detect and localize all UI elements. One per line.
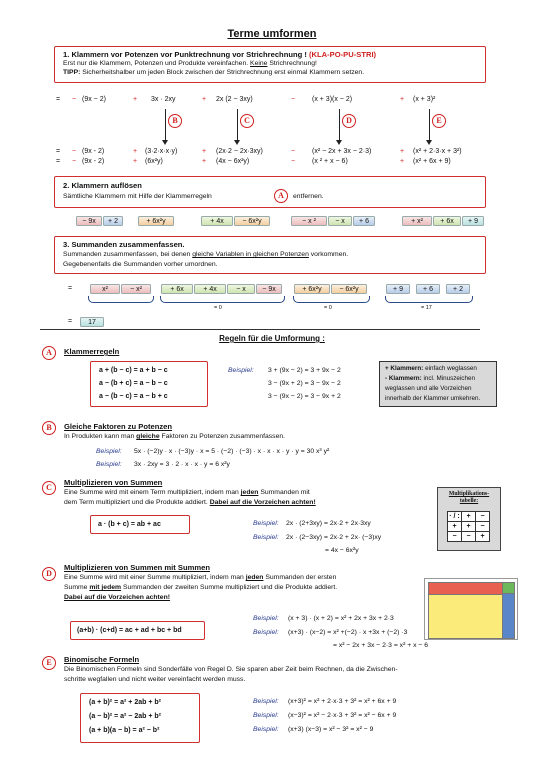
step1-line1: Erst nur die Klammern, Potenzen und Produkte vereinfachen. Keine Strichrechnung! — [63, 60, 317, 67]
equals-sign: = — [68, 318, 73, 325]
arrow-down — [429, 109, 430, 141]
step3-heading: 3. Summanden zusammenfassen. — [63, 240, 185, 249]
table-cell: + — [462, 512, 476, 522]
rule-d-title: Multiplizieren von Summen mit Summen — [64, 563, 210, 572]
example: (x+3) (x−3) = x² − 3² = x² − 9 — [288, 726, 374, 733]
term-tile: + 9 — [386, 284, 410, 294]
term-tile: − x² — [121, 284, 151, 294]
equals-sign: = — [68, 285, 73, 292]
table-cell: + — [448, 522, 462, 532]
rule-d-text: Summe mit jedem Summanden der zweiten Summe multipliziert und die Produkte addiert. — [64, 584, 338, 591]
result-tile: 17 — [80, 317, 104, 327]
term-tile: x² — [90, 284, 120, 294]
term-tile: + 2 — [446, 284, 470, 294]
rule-b-title: Gleiche Faktoren zu Potenzen — [64, 422, 173, 431]
term-tile: + 6x²y — [138, 216, 174, 226]
rule-e-title: Binomische Formeln — [64, 655, 140, 664]
table-cell: · / : — [449, 513, 460, 520]
rule-d-formula-box — [70, 621, 205, 640]
example: (x + 3) · (x + 2) = x² + 2x + 3x + 2·3 — [288, 615, 394, 622]
step2-text: Sämtliche Klammern mit Hilfe der Klammerregeln — [63, 193, 212, 200]
term-tile: − 6x²y — [331, 284, 367, 294]
example-label: Beispiel: — [96, 461, 122, 468]
formula: a · (b + c) = ab + ac — [98, 521, 161, 528]
term-tile: − 9x — [76, 216, 102, 226]
multiplication-table-card — [437, 487, 501, 551]
step1-heading: 1. Klammern vor Potenzen vor Punktrechnung vor Strichrechnung ! (KLA-PO-PU-STRI) — [63, 50, 377, 59]
rule-c-title: Multiplizieren von Summen — [64, 478, 163, 487]
example-label: Beispiel: — [253, 534, 279, 541]
table-cell: + — [476, 532, 490, 542]
term-tile: − x ² — [291, 216, 327, 226]
term-tile: + 6x — [161, 284, 193, 294]
example: 2x · (2+3xy) = 2x·2 + 2x·3xy — [286, 520, 371, 527]
arrow-down — [339, 109, 340, 141]
rule-e-circle: E — [42, 656, 56, 670]
example: 5x · (−2)y · x · (−3)y · x = 5 · (−2) · (−3) · x · x · x · y · y = 30 x³ y² — [134, 448, 330, 455]
term-tile: + x² — [402, 216, 432, 226]
example: 3 − (9x − 2) = 3 − 9x + 2 — [268, 393, 341, 400]
example: (x+3)² = x² + 2·x·3 + 3² = x² + 6x + 9 — [288, 698, 397, 705]
formula: (a+b) · (c+d) = ac + ad + bc + bd — [77, 627, 182, 634]
rule-c-formula-box — [90, 515, 190, 534]
rule-b-text: In Produkten kann man gleiche Faktoren zu Potenzen zusammenfassen. — [64, 433, 286, 440]
area-model-illustration — [424, 578, 518, 640]
table-cell: − — [476, 512, 490, 522]
example-label: Beispiel: — [253, 629, 279, 636]
example-label: Beispiel: — [253, 615, 279, 622]
example: (x−3)² = x² − 2·x·3 + 3² = x² − 6x + 9 — [288, 712, 397, 719]
group-brace — [293, 296, 370, 303]
note-line: + Klammern: einfach weglassen — [385, 365, 477, 372]
term-tile: + 6 — [416, 284, 440, 294]
step3-line1: Summanden zusammenfassen, bei denen gleiche Variablen in gleichen Potenzen vorkommen. — [63, 251, 349, 258]
term-tile: + 9 — [462, 216, 484, 226]
example-label: Beispiel: — [253, 698, 279, 705]
table-title: Multiplikations-tabelle: — [448, 491, 490, 504]
term-tile: − 9x — [256, 284, 282, 294]
rule-c-text: dem Term multipliziert und die Produkte addiert. Dabei auf die Vorzeichen achten! — [64, 499, 316, 506]
rule-d-text: Dabei auf die Vorzeichen achten! — [64, 594, 171, 601]
rule-c-circle: C — [42, 481, 56, 495]
rule-a-marker: A — [274, 189, 288, 203]
rule-e-text: Die Binomischen Formeln sind Sonderfälle von Regel D. Sie sparen aber Zeit beim Rechnen, da die Zwischen- — [64, 666, 398, 673]
rule-d-text: Eine Summe wird mit einer Summe multipliziert, indem man jeden Summanden der ersten — [64, 574, 337, 581]
example-label: Beispiel: — [228, 367, 254, 374]
term-tile: + 6x — [433, 216, 461, 226]
page-title: Terme umformen — [227, 28, 317, 40]
note-line: - Klammern: incl. Minuszeichen — [385, 375, 475, 382]
arrow-down — [165, 109, 166, 141]
formula: a − (b + c) = a − b − c — [99, 380, 168, 387]
table-cell: − — [476, 522, 490, 532]
rule-c-text: Eine Summe wird mit einem Term multipliziert, indem man jeden Summanden mit — [64, 489, 310, 496]
arrow-down — [237, 109, 238, 141]
example-label: Beispiel: — [253, 726, 279, 733]
example: 3 − (9x + 2) = 3 − 9x − 2 — [268, 380, 341, 387]
example: 2x · (2−3xy) = 2x·2 + 2x· (−3)xy — [286, 534, 382, 541]
table-cell: − — [448, 532, 462, 542]
group-brace — [160, 296, 285, 303]
note-box — [379, 361, 497, 407]
step2-text-end: entfernen. — [293, 193, 324, 200]
divider — [40, 329, 480, 330]
example: 3x · 2xy = 3 · 2 · x · x · y = 6 x²y — [134, 461, 230, 468]
formula: a + (b − c) = a + b − c — [99, 367, 168, 374]
group-sum: = 0 — [324, 305, 332, 311]
rule-d-marker: D — [342, 114, 356, 128]
step2-box — [54, 176, 486, 208]
term-tile: − x — [227, 284, 255, 294]
area-cell — [428, 582, 504, 595]
term-tile: + 2 — [103, 216, 123, 226]
example-label: Beispiel: — [96, 448, 122, 455]
group-sum: = 0 — [214, 305, 222, 311]
step3-box — [54, 236, 486, 274]
area-cell — [502, 593, 515, 639]
rule-b-circle: B — [42, 421, 56, 435]
term-tile: + 6x²y — [294, 284, 330, 294]
group-sum: = 17 — [421, 305, 432, 311]
table-cell: + — [462, 522, 476, 532]
rule-c-marker: C — [240, 114, 254, 128]
rule-a-formula-box — [90, 361, 208, 407]
table-cell: − — [462, 532, 476, 542]
rule-e-formula-box — [80, 693, 200, 743]
group-brace — [385, 296, 473, 303]
rule-a-circle: A — [42, 346, 56, 360]
term-tile: + 6 — [353, 216, 375, 226]
rule-b-marker: B — [168, 114, 182, 128]
rules-title: Regeln für die Umformung : — [219, 334, 325, 343]
rule-e-text: schritte wegfallen und nicht weiter vereinfacht werden muss. — [64, 676, 246, 683]
example-label: Beispiel: — [253, 520, 279, 527]
example-label: Beispiel: — [253, 712, 279, 719]
example: = 4x − 6x²y — [325, 547, 359, 554]
sign-table — [447, 511, 490, 542]
example: 3 + (9x − 2) = 3 + 9x − 2 — [268, 367, 341, 374]
example: (x+3) · (x−2) = x² +(−2) · x +3x + (−2) ·3 — [288, 629, 408, 636]
step1-line2: TIPP: Sicherheitshalber um jeden Block zwischen der Strichrechnung erst einmal Klammern setzen. — [63, 69, 365, 76]
formula: (a − b)² = a² − 2ab + b² — [89, 713, 161, 720]
term-tile: + 4x — [201, 216, 233, 226]
step1-box — [54, 46, 486, 83]
term-tile: − 6x²y — [234, 216, 270, 226]
formula: (a + b)² = a² + 2ab + b² — [89, 699, 161, 706]
example: = x² − 2x + 3x − 2·3 = x² + x − 6 — [333, 642, 429, 649]
rule-a-title: Klammerregeln — [64, 347, 120, 356]
term-tile: + 4x — [194, 284, 226, 294]
formula: (a + b)(a − b) = a² − b² — [89, 727, 160, 734]
term-tile: − x — [328, 216, 352, 226]
area-cell — [428, 593, 504, 639]
formula: a − (b − c) = a − b + c — [99, 393, 168, 400]
step3-line2: Gegebenenfalls die Summanden vorher umordnen. — [63, 261, 218, 268]
note-line: weglassen und alle Vorzeichen — [385, 385, 472, 392]
step2-heading: 2. Klammern auflösen — [63, 181, 142, 190]
group-brace — [88, 296, 154, 303]
note-line: innerhalb der Klammer umkehren. — [385, 395, 481, 402]
rule-d-circle: D — [42, 567, 56, 581]
rule-e-marker: E — [432, 114, 446, 128]
